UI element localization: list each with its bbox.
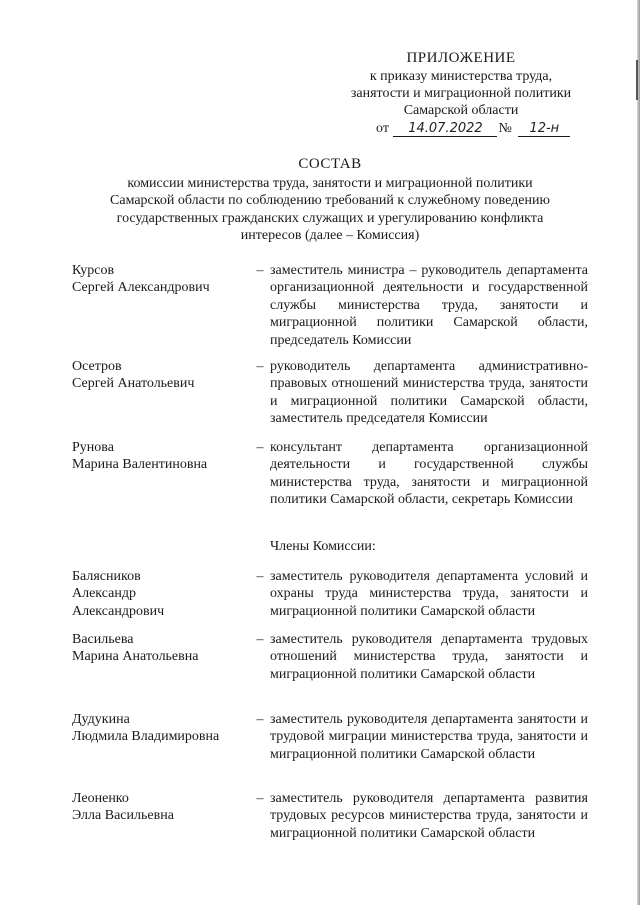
scan-mark bbox=[636, 60, 638, 100]
document-heading bbox=[70, 156, 590, 245]
order-date-handwritten: 14.07.2022 bbox=[393, 122, 497, 137]
member-name bbox=[72, 439, 250, 474]
member-name bbox=[72, 711, 250, 746]
number-sign: № bbox=[498, 121, 512, 136]
member-surname: Курсов bbox=[72, 263, 115, 278]
appendix-line-2: занятости и миграционной политики bbox=[350, 86, 572, 101]
members-section-title: Члены Комиссии: bbox=[270, 539, 376, 554]
member-given-name: Александр bbox=[72, 586, 136, 602]
member-dash: – bbox=[256, 569, 264, 584]
order-number-handwritten: 12-н bbox=[518, 122, 570, 137]
member-name bbox=[72, 790, 250, 825]
heading-line-2: Самарской области по соблюдению требований к служебному поведению bbox=[110, 193, 550, 208]
member-surname: Васильева bbox=[72, 632, 134, 647]
member-role: заместитель руководителя департамента трудовых отношений министерства труда, занятости и миграционной политики Самарской области bbox=[270, 632, 588, 682]
order-date-line bbox=[376, 120, 570, 138]
member-dash: – bbox=[256, 359, 264, 374]
member-given-names: Марина Валентиновна bbox=[72, 457, 208, 473]
member-name bbox=[72, 262, 250, 297]
member-role: заместитель руководителя департамента развития трудовых ресурсов министерства труда, занятости и миграционной политики Самарской области bbox=[270, 791, 588, 841]
member-role: руководитель департамента административно-правовых отношений министерства труда, занятости и миграционной политики Самарской области, заместитель председателя Комиссии bbox=[270, 359, 588, 427]
appendix-block bbox=[330, 50, 592, 119]
member-given-names: Элла Васильевна bbox=[72, 808, 174, 824]
member-surname: Леоненко bbox=[72, 791, 129, 806]
member-patronymic: Александрович bbox=[72, 603, 165, 619]
member-role: консультант департамента организационной деятельности и государственной службы министерства труда, занятости и миграционной политики Самарской области, секретарь Комиссии bbox=[270, 440, 588, 508]
member-name bbox=[72, 568, 250, 620]
member-role: заместитель руководителя департамента условий и охраны труда министерства труда, занятости и миграционной политики Самарской области bbox=[270, 569, 588, 619]
member-given-names: Сергей Александрович bbox=[72, 280, 210, 296]
date-prefix: от bbox=[376, 121, 389, 136]
member-given-names: Марина Анатольевна bbox=[72, 649, 199, 665]
member-role: заместитель руководителя департамента занятости и трудовой миграции министерства труда, занятости и миграционной политики Самарской области bbox=[270, 712, 588, 762]
appendix-title: ПРИЛОЖЕНИЕ bbox=[406, 50, 516, 66]
member-dash: – bbox=[256, 263, 264, 278]
member-dash: – bbox=[256, 712, 264, 727]
heading-title: СОСТАВ bbox=[298, 156, 362, 172]
member-given-names: Сергей Анатольевич bbox=[72, 376, 195, 392]
heading-line-1: комиссии министерства труда, занятости и миграционной политики bbox=[127, 175, 533, 191]
member-dash: – bbox=[256, 440, 264, 455]
member-surname: Осетров bbox=[72, 359, 122, 374]
member-name bbox=[72, 358, 250, 393]
member-name bbox=[72, 631, 250, 666]
heading-line-3: государственных гражданских служащих и урегулированию конфликта bbox=[116, 210, 544, 226]
member-dash: – bbox=[256, 632, 264, 647]
appendix-line-3: Самарской области bbox=[403, 103, 519, 118]
member-role: заместитель министра – руководитель департамента организационной деятельности и государственной службы министерства труда, занятости и миграционной политики Самарской области, председатель Комиссии bbox=[270, 263, 588, 348]
member-surname: Балясников bbox=[72, 569, 141, 584]
heading-line-4: интересов (далее – Комиссия) bbox=[240, 228, 420, 243]
member-surname: Дудукина bbox=[72, 712, 130, 727]
member-surname: Рунова bbox=[72, 440, 114, 455]
appendix-line-1: к приказу министерства труда, bbox=[369, 69, 553, 84]
member-dash: – bbox=[256, 791, 264, 806]
member-given-names: Людмила Владимировна bbox=[72, 729, 220, 745]
